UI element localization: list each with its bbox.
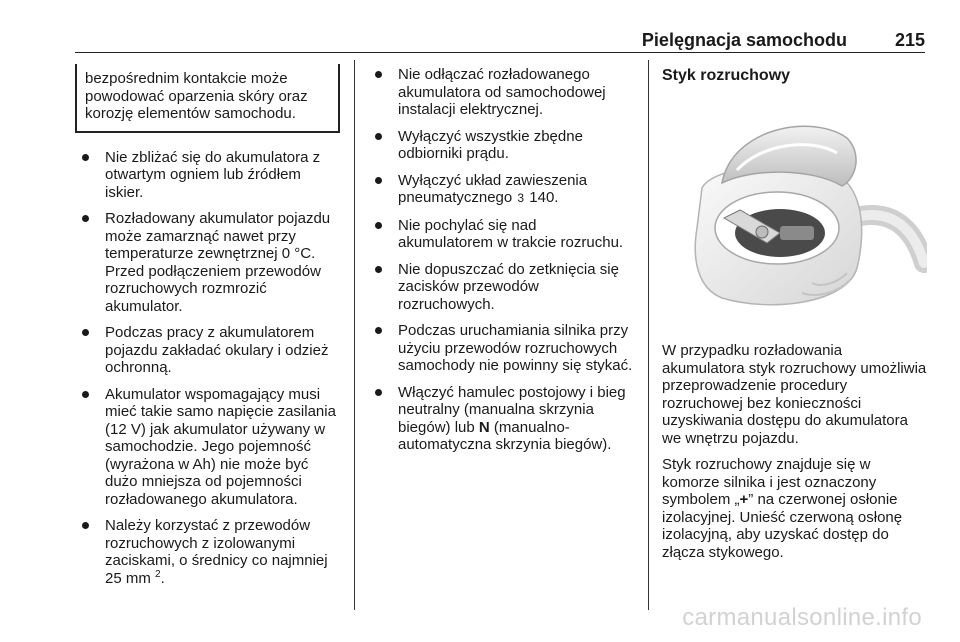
bullet-icon (82, 329, 89, 336)
bullet-icon (375, 222, 382, 229)
column-divider-left (354, 60, 355, 610)
bullet-icon (82, 391, 89, 398)
bullet-list-2 (368, 66, 633, 454)
bullet-icon (375, 177, 382, 184)
list-item: Należy korzystać z przewodów rozruchowych z izolowanymi zaciskami, o średnicy co najmniej 25 mm $^2$. (75, 517, 340, 587)
column-3 (662, 66, 927, 570)
jump-start-terminal-illustration (662, 98, 927, 328)
column-1 (75, 64, 340, 596)
column-divider-right (648, 60, 649, 610)
page-reference[interactable]: 140. (529, 189, 559, 206)
column-2 (368, 66, 633, 463)
list-item: Nie pochylać się nad akumulatorem w trakcie rozruchu. (368, 217, 633, 252)
bullet-list-1 (75, 149, 340, 588)
list-item: Nie zbliżać się do akumulatora z otwartym ogniem lub źródłem iskier. (75, 149, 340, 202)
terminal-illustration-svg (662, 98, 927, 328)
bullet-icon (375, 327, 382, 334)
footer-watermark: carmanualsonline.info (682, 604, 922, 631)
bullet-icon (375, 266, 382, 273)
bullet-icon (82, 215, 89, 222)
list-item: Podczas uruchamiania silnika przy użyciu przewodów rozruchowych samochody nie powinny się stykać. (368, 322, 633, 375)
bullet-icon (375, 389, 382, 396)
superscript: 2 (155, 568, 161, 580)
list-item: Podczas pracy z akumulatorem pojazdu zakładać okulary i odzież ochronną. (75, 324, 340, 377)
warning-text: bezpośrednim kontakcie może powodować oparzenia skóry oraz korozję elementów samochodu. (85, 70, 308, 122)
neutral-gear-symbol: N (478, 418, 490, 436)
page-header (75, 30, 925, 53)
list-item: Nie odłączać rozładowanego akumulatora od samochodowej instalacji elektrycznej. (368, 66, 633, 119)
paragraph-1: W przypadku rozładowania akumulatora styk rozruchowy umożliwia przeprowadzenie procedury rozruchowej bez konieczności uzyskiwania dostępu do akumulatora we wnętrzu pojazdu. (662, 342, 927, 447)
bullet-icon (375, 133, 382, 140)
page-reference-icon: 3 (517, 191, 525, 205)
list-item: Akumulator wspomagający musi mieć takie samo napięcie zasilania (12 V) jak akumulator używany w samochodzie. Jego pojemność (wyrażona w Ah) nie może być dużo mniejsza od pojemności rozładowanego akumulatora. (75, 386, 340, 509)
bullet-icon (82, 522, 89, 529)
list-item: Wyłączyć układ zawieszenia pneumatycznego 3 140. (368, 172, 633, 208)
bullet-icon (82, 154, 89, 161)
section-heading: Styk rozruchowy (662, 67, 791, 84)
warning-box (75, 64, 340, 133)
section-title: Pielęgnacja samochodu (641, 30, 847, 50)
page-number: 215 (894, 30, 925, 50)
list-item: Włączyć hamulec postojowy i bieg neutralny (manualna skrzynia biegów) lub N (manualno-automatyczna skrzynia biegów). (368, 384, 633, 454)
list-item: Wyłączyć wszystkie zbędne odbiorniki prądu. (368, 128, 633, 163)
list-item: Nie dopuszczać do zetknięcia się zacisków przewodów rozruchowych. (368, 261, 633, 314)
list-item: Rozładowany akumulator pojazdu może zamarznąć nawet przy temperaturze zewnętrznej 0 °C. Przed podłączeniem przewodów rozruchowych rozmrozić akumulator. (75, 210, 340, 315)
bullet-icon (375, 71, 382, 78)
plus-icon: + (739, 491, 749, 508)
paragraph-2: Styk rozruchowy znajduje się w komorze silnika i jest oznaczony symbolem „+” na czerwonej osłonie izolacyjnej. Unieść czerwoną osłonę izolacyjną, aby uzyskać dostęp do złącza stykowego. (662, 456, 903, 561)
